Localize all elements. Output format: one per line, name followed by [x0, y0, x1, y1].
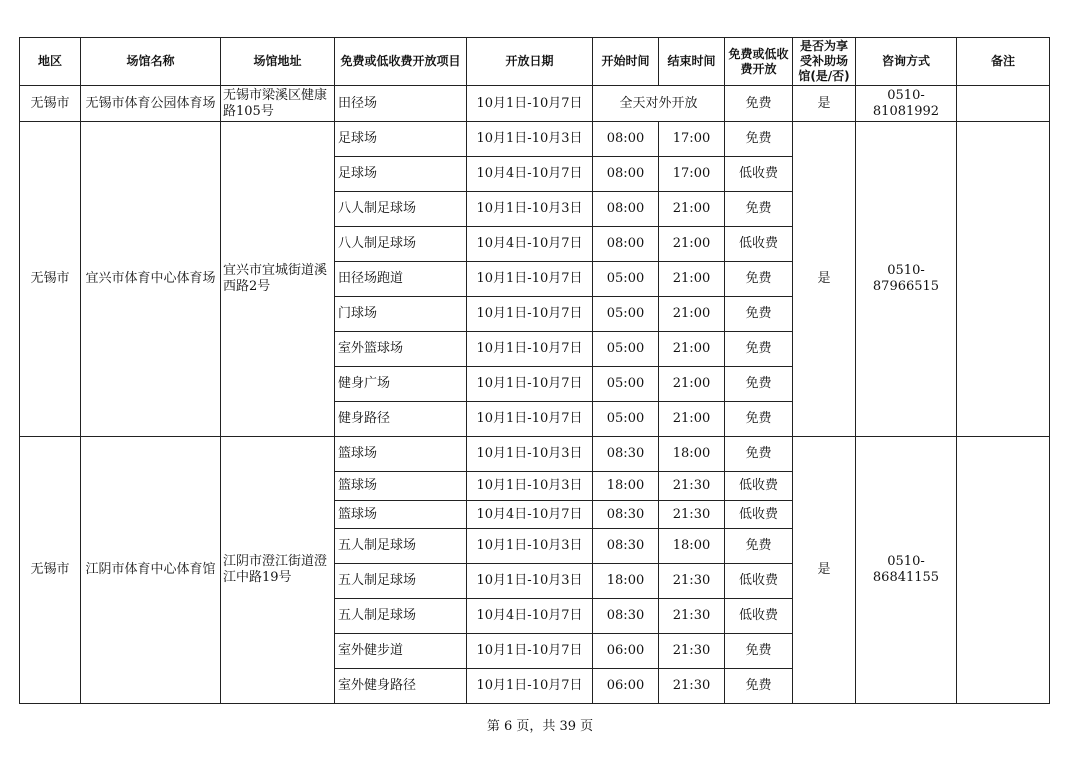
project-cell: 五人制足球场 — [335, 599, 467, 634]
start-time-cell: 05:00 — [593, 367, 659, 402]
fee-type-cell: 免费 — [725, 669, 793, 704]
open-dates-cell: 10月1日-10月3日 — [467, 564, 593, 599]
project-cell: 足球场 — [335, 157, 467, 192]
venue-name-cell: 无锡市体育公园体育场 — [81, 86, 221, 122]
fee-type-cell: 免费 — [725, 297, 793, 332]
open-dates-cell: 10月1日-10月7日 — [467, 86, 593, 122]
end-time-cell: 17:00 — [659, 122, 725, 157]
open-dates-cell: 10月1日-10月7日 — [467, 332, 593, 367]
open-dates-cell: 10月1日-10月7日 — [467, 402, 593, 437]
start-time-cell: 05:00 — [593, 402, 659, 437]
header-end-time: 结束时间 — [659, 38, 725, 86]
project-cell: 五人制足球场 — [335, 529, 467, 564]
fee-type-cell: 免费 — [725, 122, 793, 157]
end-time-cell: 21:00 — [659, 332, 725, 367]
fee-type-cell: 低收费 — [725, 564, 793, 599]
end-time-cell: 18:00 — [659, 529, 725, 564]
fee-type-cell: 低收费 — [725, 501, 793, 529]
fee-type-cell: 免费 — [725, 402, 793, 437]
venue-table — [19, 37, 1050, 704]
end-time-cell: 21:30 — [659, 472, 725, 501]
open-dates-cell: 10月4日-10月7日 — [467, 501, 593, 529]
open-dates-cell: 10月1日-10月3日 — [467, 122, 593, 157]
open-dates-cell: 10月1日-10月7日 — [467, 634, 593, 669]
end-time-cell: 21:30 — [659, 634, 725, 669]
start-time-cell: 05:00 — [593, 262, 659, 297]
project-cell: 五人制足球场 — [335, 564, 467, 599]
project-cell: 篮球场 — [335, 501, 467, 529]
table-row — [20, 437, 1050, 472]
start-time-cell: 08:30 — [593, 529, 659, 564]
open-dates-cell: 10月4日-10月7日 — [467, 157, 593, 192]
header-subsidized: 是否为享受补助场馆(是/否) — [793, 38, 856, 86]
header-start-time: 开始时间 — [593, 38, 659, 86]
start-time-cell: 08:30 — [593, 599, 659, 634]
venue-address-cell: 宜兴市宜城街道溪西路2号 — [221, 122, 335, 437]
fee-type-cell: 免费 — [725, 367, 793, 402]
end-time-cell: 21:30 — [659, 599, 725, 634]
header-row — [20, 38, 1050, 86]
remark-cell — [957, 122, 1050, 437]
header-venue-address: 场馆地址 — [221, 38, 335, 86]
project-cell: 健身路径 — [335, 402, 467, 437]
fee-type-cell: 免费 — [725, 192, 793, 227]
start-time-cell: 05:00 — [593, 297, 659, 332]
fee-type-cell: 低收费 — [725, 472, 793, 501]
end-time-cell: 18:00 — [659, 437, 725, 472]
header-project: 免费或低收费开放项目 — [335, 38, 467, 86]
venue-name-cell: 宜兴市体育中心体育场 — [81, 122, 221, 437]
header-region: 地区 — [20, 38, 81, 86]
project-cell: 篮球场 — [335, 437, 467, 472]
end-time-cell: 21:30 — [659, 669, 725, 704]
open-dates-cell: 10月4日-10月7日 — [467, 599, 593, 634]
venue-table-body — [20, 86, 1050, 704]
contact-cell: 0510-81081992 — [856, 86, 957, 122]
remark-cell — [957, 86, 1050, 122]
header-venue-name: 场馆名称 — [81, 38, 221, 86]
fee-type-cell: 免费 — [725, 332, 793, 367]
subsidized-cell: 是 — [793, 437, 856, 704]
header-fee-type: 免费或低收费开放 — [725, 38, 793, 86]
project-cell: 足球场 — [335, 122, 467, 157]
start-time-cell: 18:00 — [593, 564, 659, 599]
header-contact: 咨询方式 — [856, 38, 957, 86]
start-time-cell: 08:30 — [593, 501, 659, 529]
project-cell: 健身广场 — [335, 367, 467, 402]
project-cell: 八人制足球场 — [335, 227, 467, 262]
fee-type-cell: 低收费 — [725, 599, 793, 634]
project-cell: 门球场 — [335, 297, 467, 332]
end-time-cell: 21:00 — [659, 192, 725, 227]
subsidized-cell: 是 — [793, 86, 856, 122]
fee-type-cell: 免费 — [725, 86, 793, 122]
project-cell: 八人制足球场 — [335, 192, 467, 227]
all-day-cell: 全天对外开放 — [593, 86, 725, 122]
table-row — [20, 122, 1050, 157]
open-dates-cell: 10月1日-10月3日 — [467, 192, 593, 227]
end-time-cell: 21:30 — [659, 501, 725, 529]
start-time-cell: 06:00 — [593, 634, 659, 669]
open-dates-cell: 10月1日-10月7日 — [467, 297, 593, 332]
end-time-cell: 21:00 — [659, 367, 725, 402]
open-dates-cell: 10月1日-10月3日 — [467, 529, 593, 564]
project-cell: 篮球场 — [335, 472, 467, 501]
open-dates-cell: 10月1日-10月7日 — [467, 669, 593, 704]
start-time-cell: 08:00 — [593, 227, 659, 262]
start-time-cell: 18:00 — [593, 472, 659, 501]
fee-type-cell: 低收费 — [725, 227, 793, 262]
remark-cell — [957, 437, 1050, 704]
open-dates-cell: 10月1日-10月3日 — [467, 437, 593, 472]
contact-cell: 0510-87966515 — [856, 122, 957, 437]
start-time-cell: 05:00 — [593, 332, 659, 367]
header-remark: 备注 — [957, 38, 1050, 86]
start-time-cell: 08:00 — [593, 122, 659, 157]
start-time-cell: 08:00 — [593, 192, 659, 227]
open-dates-cell: 10月1日-10月7日 — [467, 367, 593, 402]
subsidized-cell: 是 — [793, 122, 856, 437]
open-dates-cell: 10月1日-10月3日 — [467, 472, 593, 501]
end-time-cell: 21:00 — [659, 402, 725, 437]
venue-name-cell: 江阴市体育中心体育馆 — [81, 437, 221, 704]
region-cell: 无锡市 — [20, 437, 81, 704]
end-time-cell: 21:00 — [659, 297, 725, 332]
project-cell: 田径场 — [335, 86, 467, 122]
end-time-cell: 21:00 — [659, 262, 725, 297]
fee-type-cell: 低收费 — [725, 157, 793, 192]
open-dates-cell: 10月1日-10月7日 — [467, 262, 593, 297]
venue-address-cell: 江阴市澄江街道澄江中路19号 — [221, 437, 335, 704]
end-time-cell: 17:00 — [659, 157, 725, 192]
fee-type-cell: 免费 — [725, 529, 793, 564]
venue-address-cell: 无锡市梁溪区健康路105号 — [221, 86, 335, 122]
start-time-cell: 06:00 — [593, 669, 659, 704]
fee-type-cell: 免费 — [725, 634, 793, 669]
start-time-cell: 08:30 — [593, 437, 659, 472]
fee-type-cell: 免费 — [725, 262, 793, 297]
project-cell: 室外健步道 — [335, 634, 467, 669]
region-cell: 无锡市 — [20, 86, 81, 122]
start-time-cell: 08:00 — [593, 157, 659, 192]
page-number: 第 6 页，共 39 页 — [486, 719, 594, 734]
end-time-cell: 21:30 — [659, 564, 725, 599]
table-row — [20, 86, 1050, 122]
contact-cell: 0510-86841155 — [856, 437, 957, 704]
project-cell: 室外篮球场 — [335, 332, 467, 367]
project-cell: 室外健身路径 — [335, 669, 467, 704]
open-dates-cell: 10月4日-10月7日 — [467, 227, 593, 262]
fee-type-cell: 免费 — [725, 437, 793, 472]
region-cell: 无锡市 — [20, 122, 81, 437]
project-cell: 田径场跑道 — [335, 262, 467, 297]
end-time-cell: 21:00 — [659, 227, 725, 262]
header-open-dates: 开放日期 — [467, 38, 593, 86]
